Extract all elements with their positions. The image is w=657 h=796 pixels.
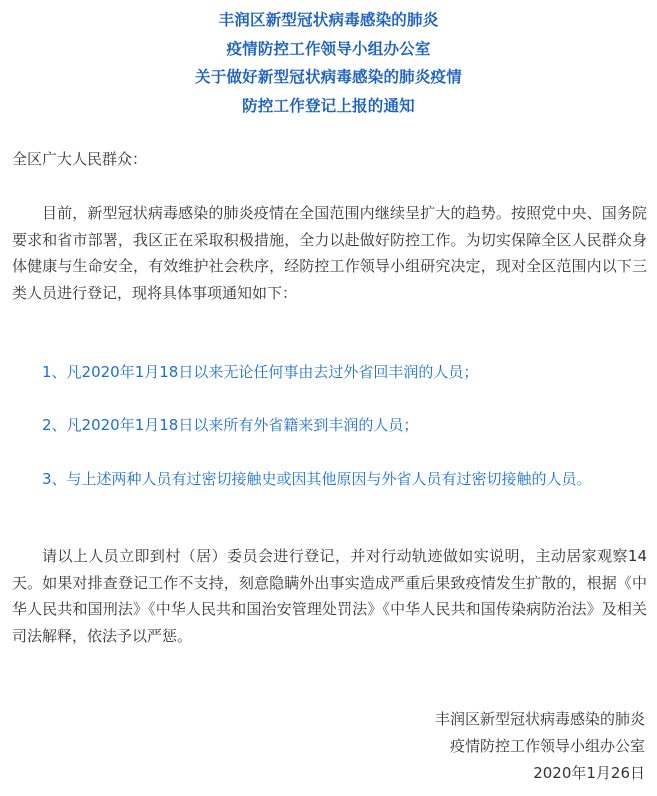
instruction-paragraph: 请以上人员立即到村（居）委员会进行登记，并对行动轨迹做如实说明，主动居家观察14天。如果对排查登记工作不支持，刻意隐瞒外出事实造成严重后果致疫情发生扩散的，根据《中华人民共和国刑法》《中华人民共和国治安管理处罚法》《中华人民共和国传染病防治法》及相关司法解释，依法予以严惩。 — [12, 547, 647, 645]
signature-block — [435, 706, 645, 787]
title-line-4: 防控工作登记上报的通知 — [242, 96, 415, 115]
title-line-3: 关于做好新型冠状病毒感染的肺炎疫情 — [195, 68, 462, 86]
intro-paragraph: 目前，新型冠状病毒感染的肺炎疫情在全国范围内继续呈扩大的趋势。按照党中央、国务院要求和省市部署，我区正在采取积极措施，全力以赴做好防控工作。为切实保障全区人民群众身体健康与生命安全，有效维护社会秩序，经防控工作领导小组研究决定，现对全区范围内以下三类人员进行登记，现将具体事项通知如下： — [12, 204, 647, 302]
list-item-3: 3、与上述两种人员有过密切接触史或因其他原因与外省人员有过密切接触的人员。 — [42, 470, 592, 488]
signature-org-line-1: 丰润区新型冠状病毒感染的肺炎 — [434, 710, 645, 728]
signature-org-line-2: 疫情防控工作领导小组办公室 — [449, 737, 645, 755]
title-line-1: 丰润区新型冠状病毒感染的肺炎 — [218, 11, 439, 29]
notice-title — [0, 6, 657, 120]
salutation: 全区广大人民群众： — [12, 150, 148, 168]
title-line-2: 疫情防控工作领导小组办公室 — [226, 39, 431, 58]
list-item-2: 2、凡2020年1月18日以来所有外省籍来到丰润的人员； — [42, 416, 419, 434]
signature-date: 2020年1月26日 — [533, 764, 645, 782]
list-item-1: 1、凡2020年1月18日以来无论任何事由去过外省回丰润的人员； — [42, 363, 479, 381]
